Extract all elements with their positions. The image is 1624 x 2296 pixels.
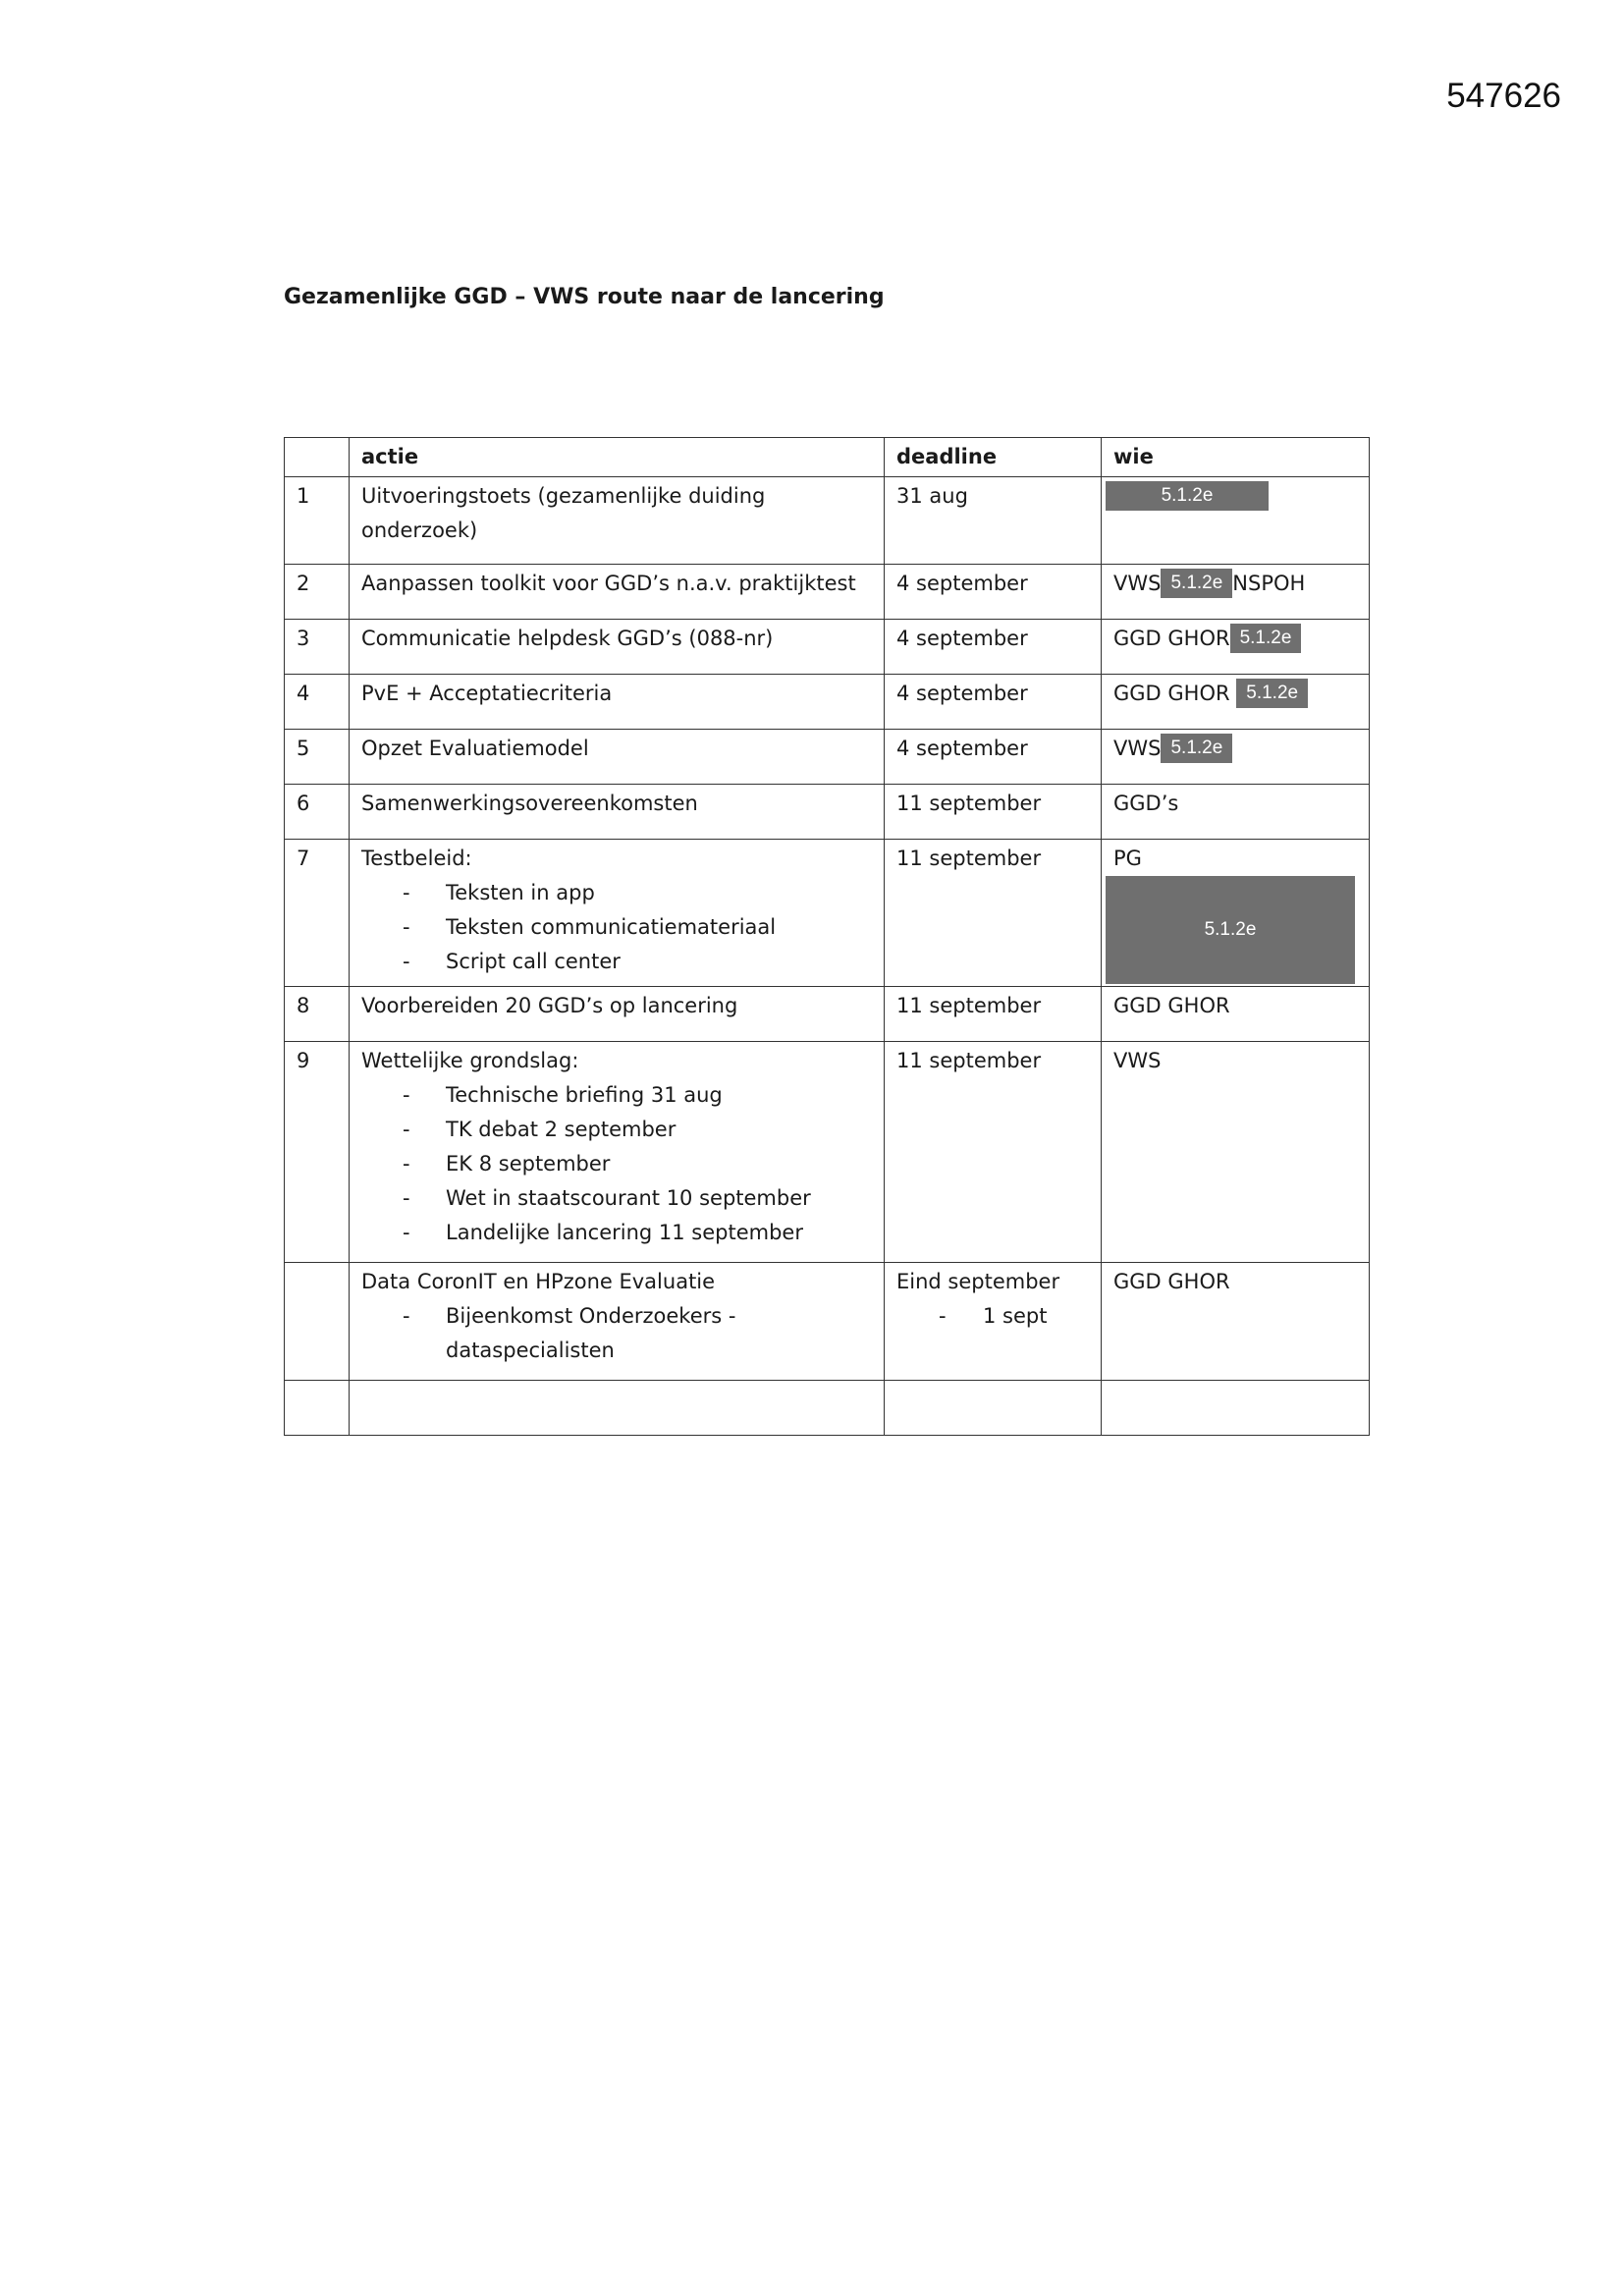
table-row: [285, 620, 1370, 675]
row-deadline: 31 aug: [885, 477, 1102, 565]
row-deadline: 11 september: [885, 785, 1102, 840]
redaction-box: 5.1.2e: [1161, 734, 1232, 763]
row-number: 7: [285, 840, 350, 987]
table-row: [285, 675, 1370, 730]
row-number: 5: [285, 730, 350, 785]
header-actie: actie: [350, 438, 885, 477]
table-row: [285, 987, 1370, 1042]
list-item: - Landelijke lancering 11 september: [361, 1216, 872, 1250]
row-deadline: 4 september: [885, 675, 1102, 730]
table-header-row: [285, 438, 1370, 477]
row-number: 1: [285, 477, 350, 565]
row-deadline: 4 september: [885, 730, 1102, 785]
list-item: - Wet in staatscourant 10 september: [361, 1181, 872, 1216]
row-number: 2: [285, 565, 350, 620]
actie-heading: Data CoronIT en HPzone Evaluatie: [361, 1270, 716, 1293]
list-item: - 1 sept: [896, 1299, 1089, 1334]
table-row: [285, 1263, 1370, 1381]
row-actie: [350, 1042, 885, 1263]
row-actie: Communicatie helpdesk GGD’s (088-nr): [350, 620, 885, 675]
list-item: - EK 8 september: [361, 1147, 872, 1181]
table-row: [285, 1042, 1370, 1263]
redaction-box: 5.1.2e: [1161, 569, 1232, 598]
row-number: 3: [285, 620, 350, 675]
header-deadline: deadline: [885, 438, 1102, 477]
row-deadline: 4 september: [885, 565, 1102, 620]
row-wie: [1102, 675, 1370, 730]
wie-text-after: NSPOH: [1232, 572, 1306, 595]
table-row-empty: [285, 1381, 1370, 1436]
row-deadline: [885, 1263, 1102, 1381]
row-wie: GGD GHOR: [1102, 1263, 1370, 1381]
list-item: - Teksten in app: [361, 876, 872, 910]
empty-cell: [1102, 1381, 1370, 1436]
row-number: 4: [285, 675, 350, 730]
redaction-box: 5.1.2e: [1236, 679, 1308, 708]
actie-heading: Wettelijke grondslag:: [361, 1049, 579, 1072]
empty-cell: [350, 1381, 885, 1436]
redaction-box: 5.1.2e: [1230, 624, 1302, 653]
row-wie: VWS: [1102, 1042, 1370, 1263]
row-deadline: 11 september: [885, 1042, 1102, 1263]
wie-text: GGD GHOR: [1113, 627, 1230, 650]
empty-cell: [285, 1381, 350, 1436]
row-actie: [350, 840, 885, 987]
document-title: Gezamenlijke GGD – VWS route naar de lancering: [284, 285, 885, 309]
redaction-box: 5.1.2e: [1106, 876, 1355, 984]
table-row: [285, 565, 1370, 620]
wie-text: VWS: [1113, 737, 1162, 760]
list-item: - Script call center: [361, 945, 872, 979]
route-table: [284, 437, 1370, 1436]
row-wie: [1102, 565, 1370, 620]
deadline-heading: Eind september: [896, 1270, 1060, 1293]
row-wie: [1102, 477, 1370, 565]
header-num: [285, 438, 350, 477]
wie-text: VWS: [1113, 572, 1162, 595]
table-row: [285, 730, 1370, 785]
row-deadline: 4 september: [885, 620, 1102, 675]
table-row: [285, 785, 1370, 840]
row-wie: GGD’s: [1102, 785, 1370, 840]
table-row: [285, 477, 1370, 565]
list-item: - TK debat 2 september: [361, 1113, 872, 1147]
row-actie: [350, 1263, 885, 1381]
list-item: - Bijeenkomst Onderzoekers - dataspecialisten: [361, 1299, 872, 1368]
actie-sublist: [361, 876, 872, 979]
table-row: [285, 840, 1370, 987]
row-actie: Uitvoeringstoets (gezamenlijke duiding onderzoek): [350, 477, 885, 565]
row-wie: [1102, 620, 1370, 675]
wie-text: GGD GHOR: [1113, 682, 1230, 705]
empty-cell: [885, 1381, 1102, 1436]
list-item: - Technische briefing 31 aug: [361, 1078, 872, 1113]
row-deadline: 11 september: [885, 987, 1102, 1042]
wie-text: PG: [1113, 847, 1142, 870]
row-wie: GGD GHOR: [1102, 987, 1370, 1042]
row-number: 6: [285, 785, 350, 840]
deadline-sublist: [896, 1299, 1089, 1334]
row-actie: PvE + Acceptatiecriteria: [350, 675, 885, 730]
actie-heading: Testbeleid:: [361, 847, 472, 870]
header-wie: wie: [1102, 438, 1370, 477]
row-deadline: 11 september: [885, 840, 1102, 987]
row-number: 9: [285, 1042, 350, 1263]
row-number: [285, 1263, 350, 1381]
actie-sublist: [361, 1078, 872, 1250]
row-wie: [1102, 840, 1370, 987]
row-number: 8: [285, 987, 350, 1042]
row-actie: Opzet Evaluatiemodel: [350, 730, 885, 785]
row-actie: Aanpassen toolkit voor GGD’s n.a.v. praktijktest: [350, 565, 885, 620]
list-item: - Teksten communicatiemateriaal: [361, 910, 872, 945]
row-wie: [1102, 730, 1370, 785]
redaction-box: 5.1.2e: [1106, 481, 1269, 511]
actie-sublist: [361, 1299, 872, 1368]
document-id: 547626: [1446, 77, 1561, 115]
row-actie: Samenwerkingsovereenkomsten: [350, 785, 885, 840]
row-actie: Voorbereiden 20 GGD’s op lancering: [350, 987, 885, 1042]
